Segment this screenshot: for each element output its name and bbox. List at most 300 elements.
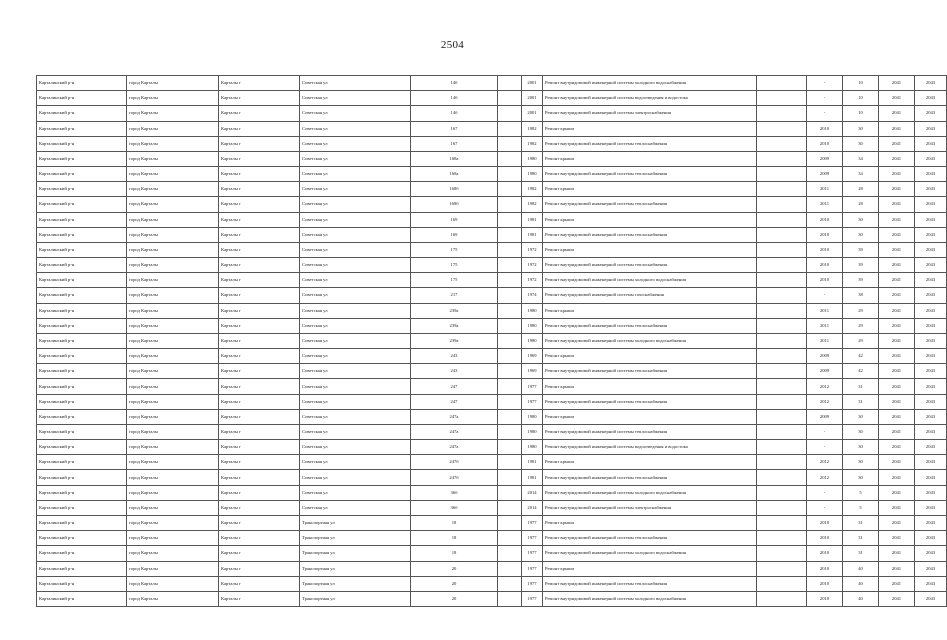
cell-city: Карталы г <box>219 364 300 379</box>
cell-last-year: 2010 <box>807 515 843 530</box>
cell-street: Транспортная ул <box>300 515 411 530</box>
cell-plan-from: 2041 <box>879 258 915 273</box>
cell-settlement: город Карталы <box>127 333 219 348</box>
cell-work: Ремонт крыши <box>543 212 757 227</box>
cell-plan-from: 2041 <box>879 561 915 576</box>
cell-district: Карталинский р-н <box>37 318 127 333</box>
cell-street: Советская ул <box>300 424 411 439</box>
cell-empty <box>498 273 522 288</box>
cell-plan-to: 2043 <box>915 455 947 470</box>
cell-empty <box>498 136 522 151</box>
cell-empty <box>498 440 522 455</box>
cell-last-year: - <box>807 288 843 303</box>
cell-empty <box>757 500 807 515</box>
cell-street: Транспортная ул <box>300 531 411 546</box>
cell-work: Ремонт внутридомовой инженерной системы холодного водоснабжения <box>543 485 757 500</box>
table-row <box>37 424 947 439</box>
cell-empty <box>757 318 807 333</box>
cell-plan-from: 2041 <box>879 500 915 515</box>
cell-wear: 39 <box>843 242 879 257</box>
cell-district: Карталинский р-н <box>37 182 127 197</box>
cell-house: 168а <box>411 167 498 182</box>
cell-district: Карталинский р-н <box>37 197 127 212</box>
cell-district: Карталинский р-н <box>37 167 127 182</box>
cell-house: 168б <box>411 197 498 212</box>
cell-empty <box>498 455 522 470</box>
cell-plan-to: 2043 <box>915 242 947 257</box>
cell-last-year: 2009 <box>807 349 843 364</box>
cell-built: 1977 <box>522 515 543 530</box>
cell-empty <box>498 151 522 166</box>
cell-house: 247а <box>411 409 498 424</box>
cell-work: Ремонт внутридомовой инженерной системы теплоснабжения <box>543 136 757 151</box>
cell-district: Карталинский р-н <box>37 409 127 424</box>
table-row <box>37 546 947 561</box>
cell-empty <box>498 364 522 379</box>
cell-built: 2014 <box>522 500 543 515</box>
cell-district: Карталинский р-н <box>37 485 127 500</box>
cell-plan-to: 2043 <box>915 485 947 500</box>
cell-work: Ремонт внутридомовой инженерной системы холодного водоснабжения <box>543 76 757 91</box>
cell-empty <box>498 167 522 182</box>
table-row <box>37 212 947 227</box>
cell-built: 1977 <box>522 546 543 561</box>
cell-plan-to: 2043 <box>915 440 947 455</box>
cell-street: Советская ул <box>300 288 411 303</box>
cell-empty <box>757 258 807 273</box>
cell-empty <box>757 349 807 364</box>
table-row <box>37 409 947 424</box>
cell-street: Советская ул <box>300 227 411 242</box>
cell-city: Карталы г <box>219 515 300 530</box>
cell-built: 2001 <box>522 76 543 91</box>
cell-settlement: город Карталы <box>127 167 219 182</box>
cell-empty <box>757 333 807 348</box>
cell-plan-to: 2043 <box>915 576 947 591</box>
cell-plan-from: 2041 <box>879 349 915 364</box>
cell-plan-from: 2041 <box>879 470 915 485</box>
cell-built: 1981 <box>522 212 543 227</box>
table-row <box>37 121 947 136</box>
cell-house: 18 <box>411 531 498 546</box>
cell-last-year: 2009 <box>807 364 843 379</box>
cell-last-year: 2010 <box>807 576 843 591</box>
cell-city: Карталы г <box>219 91 300 106</box>
cell-house: 239а <box>411 318 498 333</box>
cell-house: 18 <box>411 546 498 561</box>
cell-empty <box>498 212 522 227</box>
cell-street: Советская ул <box>300 121 411 136</box>
cell-city: Карталы г <box>219 273 300 288</box>
cell-empty <box>757 546 807 561</box>
cell-street: Советская ул <box>300 182 411 197</box>
cell-wear: 40 <box>843 561 879 576</box>
cell-last-year: 2010 <box>807 258 843 273</box>
cell-wear: 40 <box>843 576 879 591</box>
cell-empty <box>757 485 807 500</box>
cell-wear: 30 <box>843 424 879 439</box>
cell-district: Карталинский р-н <box>37 303 127 318</box>
cell-empty <box>757 364 807 379</box>
cell-empty <box>757 303 807 318</box>
cell-house: 20 <box>411 576 498 591</box>
cell-empty <box>498 470 522 485</box>
cell-work: Ремонт крыши <box>543 379 757 394</box>
cell-plan-from: 2041 <box>879 121 915 136</box>
cell-last-year: 2011 <box>807 318 843 333</box>
cell-wear: 40 <box>843 591 879 606</box>
cell-street: Советская ул <box>300 136 411 151</box>
cell-wear: 31 <box>843 515 879 530</box>
cell-work: Ремонт внутридомовой инженерной системы теплоснабжения <box>543 364 757 379</box>
cell-city: Карталы г <box>219 227 300 242</box>
cell-empty <box>498 591 522 606</box>
cell-settlement: город Карталы <box>127 227 219 242</box>
table-row <box>37 227 947 242</box>
cell-empty <box>498 424 522 439</box>
cell-built: 1972 <box>522 273 543 288</box>
cell-work: Ремонт внутридомовой инженерной системы теплоснабжения <box>543 318 757 333</box>
cell-plan-to: 2043 <box>915 349 947 364</box>
cell-built: 2001 <box>522 106 543 121</box>
cell-work: Ремонт крыши <box>543 409 757 424</box>
cell-plan-to: 2043 <box>915 288 947 303</box>
cell-city: Карталы г <box>219 500 300 515</box>
cell-work: Ремонт внутридомовой инженерной системы электроснабжения <box>543 106 757 121</box>
cell-settlement: город Карталы <box>127 409 219 424</box>
cell-wear: 30 <box>843 212 879 227</box>
cell-work: Ремонт крыши <box>543 455 757 470</box>
cell-last-year: 2012 <box>807 455 843 470</box>
cell-city: Карталы г <box>219 303 300 318</box>
cell-empty <box>498 197 522 212</box>
cell-plan-to: 2043 <box>915 424 947 439</box>
cell-city: Карталы г <box>219 409 300 424</box>
cell-work: Ремонт внутридомовой инженерной системы теплоснабжения <box>543 394 757 409</box>
cell-house: 18 <box>411 515 498 530</box>
cell-wear: 29 <box>843 333 879 348</box>
cell-plan-from: 2041 <box>879 531 915 546</box>
cell-city: Карталы г <box>219 424 300 439</box>
cell-settlement: город Карталы <box>127 91 219 106</box>
cell-built: 1980 <box>522 409 543 424</box>
cell-empty <box>498 349 522 364</box>
cell-empty <box>757 409 807 424</box>
cell-empty <box>757 136 807 151</box>
cell-house: 247б <box>411 470 498 485</box>
cell-settlement: город Карталы <box>127 485 219 500</box>
cell-wear: 30 <box>843 455 879 470</box>
cell-work: Ремонт крыши <box>543 151 757 166</box>
cell-empty <box>757 561 807 576</box>
cell-settlement: город Карталы <box>127 576 219 591</box>
cell-wear: 28 <box>843 197 879 212</box>
cell-plan-from: 2041 <box>879 242 915 257</box>
cell-house: 167 <box>411 121 498 136</box>
cell-last-year: 2009 <box>807 409 843 424</box>
cell-last-year: 2012 <box>807 394 843 409</box>
cell-plan-to: 2043 <box>915 167 947 182</box>
cell-plan-to: 2043 <box>915 470 947 485</box>
cell-settlement: город Карталы <box>127 273 219 288</box>
cell-plan-from: 2041 <box>879 379 915 394</box>
cell-city: Карталы г <box>219 531 300 546</box>
cell-settlement: город Карталы <box>127 106 219 121</box>
cell-built: 1981 <box>522 227 543 242</box>
cell-plan-to: 2043 <box>915 273 947 288</box>
cell-last-year: 2010 <box>807 273 843 288</box>
cell-district: Карталинский р-н <box>37 546 127 561</box>
cell-empty <box>498 303 522 318</box>
cell-settlement: город Карталы <box>127 212 219 227</box>
cell-street: Советская ул <box>300 167 411 182</box>
cell-empty <box>757 121 807 136</box>
cell-plan-to: 2043 <box>915 197 947 212</box>
cell-district: Карталинский р-н <box>37 561 127 576</box>
cell-empty <box>498 91 522 106</box>
cell-plan-from: 2041 <box>879 364 915 379</box>
cell-settlement: город Карталы <box>127 500 219 515</box>
cell-work: Ремонт внутридомовой инженерной системы холодного водоснабжения <box>543 546 757 561</box>
cell-street: Советская ул <box>300 151 411 166</box>
cell-plan-to: 2043 <box>915 515 947 530</box>
cell-plan-from: 2041 <box>879 440 915 455</box>
cell-last-year: - <box>807 500 843 515</box>
cell-empty <box>498 227 522 242</box>
cell-city: Карталы г <box>219 258 300 273</box>
cell-last-year: 2009 <box>807 167 843 182</box>
cell-settlement: город Карталы <box>127 470 219 485</box>
cell-last-year: 2011 <box>807 197 843 212</box>
cell-last-year: - <box>807 440 843 455</box>
cell-built: 1980 <box>522 303 543 318</box>
cell-last-year: 2010 <box>807 531 843 546</box>
cell-last-year: - <box>807 91 843 106</box>
cell-settlement: город Карталы <box>127 349 219 364</box>
cell-plan-to: 2043 <box>915 531 947 546</box>
cell-street: Советская ул <box>300 440 411 455</box>
cell-empty <box>757 273 807 288</box>
cell-empty <box>757 394 807 409</box>
cell-settlement: город Карталы <box>127 182 219 197</box>
cell-district: Карталинский р-н <box>37 440 127 455</box>
cell-street: Советская ул <box>300 349 411 364</box>
cell-city: Карталы г <box>219 76 300 91</box>
cell-plan-to: 2043 <box>915 318 947 333</box>
cell-work: Ремонт внутридомовой инженерной системы теплоснабжения <box>543 424 757 439</box>
cell-plan-to: 2043 <box>915 76 947 91</box>
cell-plan-from: 2041 <box>879 212 915 227</box>
cell-built: 1980 <box>522 318 543 333</box>
cell-empty <box>498 515 522 530</box>
table-row <box>37 591 947 606</box>
cell-empty <box>498 561 522 576</box>
cell-work: Ремонт внутридомовой инженерной системы теплоснабжения <box>543 531 757 546</box>
cell-built: 1980 <box>522 440 543 455</box>
cell-district: Карталинский р-н <box>37 333 127 348</box>
cell-house: 247а <box>411 424 498 439</box>
cell-wear: 39 <box>843 258 879 273</box>
cell-wear: 10 <box>843 91 879 106</box>
cell-house: 217 <box>411 288 498 303</box>
cell-house: 169 <box>411 227 498 242</box>
cell-house: 14б <box>411 106 498 121</box>
cell-empty <box>498 318 522 333</box>
cell-empty <box>757 440 807 455</box>
cell-city: Карталы г <box>219 167 300 182</box>
cell-built: 1982 <box>522 197 543 212</box>
cell-plan-from: 2041 <box>879 303 915 318</box>
cell-district: Карталинский р-н <box>37 379 127 394</box>
cell-district: Карталинский р-н <box>37 212 127 227</box>
cell-district: Карталинский р-н <box>37 394 127 409</box>
cell-house: 175 <box>411 258 498 273</box>
cell-settlement: город Карталы <box>127 379 219 394</box>
table-row <box>37 76 947 91</box>
cell-house: 14б <box>411 91 498 106</box>
cell-plan-to: 2043 <box>915 136 947 151</box>
repair-schedule-table <box>36 75 947 607</box>
cell-empty <box>757 182 807 197</box>
cell-city: Карталы г <box>219 455 300 470</box>
cell-empty <box>498 576 522 591</box>
cell-built: 1974 <box>522 288 543 303</box>
cell-district: Карталинский р-н <box>37 455 127 470</box>
cell-street: Советская ул <box>300 197 411 212</box>
cell-district: Карталинский р-н <box>37 470 127 485</box>
cell-street: Советская ул <box>300 470 411 485</box>
cell-work: Ремонт крыши <box>543 182 757 197</box>
cell-settlement: город Карталы <box>127 394 219 409</box>
cell-city: Карталы г <box>219 151 300 166</box>
cell-work: Ремонт внутридомовой инженерной системы холодного водоснабжения <box>543 333 757 348</box>
cell-house: 243 <box>411 349 498 364</box>
cell-wear: 30 <box>843 409 879 424</box>
cell-wear: 42 <box>843 364 879 379</box>
cell-district: Карталинский р-н <box>37 576 127 591</box>
cell-empty <box>757 242 807 257</box>
cell-work: Ремонт внутридомовой инженерной системы теплоснабжения <box>543 167 757 182</box>
cell-wear: 34 <box>843 151 879 166</box>
cell-district: Карталинский р-н <box>37 242 127 257</box>
cell-empty <box>498 76 522 91</box>
cell-settlement: город Карталы <box>127 318 219 333</box>
cell-empty <box>757 591 807 606</box>
table-row <box>37 485 947 500</box>
cell-work: Ремонт внутридомовой инженерной системы теплоснабжения <box>543 470 757 485</box>
cell-city: Карталы г <box>219 197 300 212</box>
cell-wear: 30 <box>843 227 879 242</box>
cell-plan-from: 2041 <box>879 136 915 151</box>
cell-district: Карталинский р-н <box>37 288 127 303</box>
cell-settlement: город Карталы <box>127 242 219 257</box>
cell-work: Ремонт внутридомовой инженерной системы газоснабжения <box>543 288 757 303</box>
table-row <box>37 197 947 212</box>
cell-house: 247б <box>411 455 498 470</box>
cell-wear: 30 <box>843 440 879 455</box>
cell-empty <box>498 106 522 121</box>
cell-built: 1982 <box>522 136 543 151</box>
cell-plan-from: 2041 <box>879 485 915 500</box>
cell-wear: 29 <box>843 318 879 333</box>
cell-wear: 30 <box>843 121 879 136</box>
cell-street: Советская ул <box>300 91 411 106</box>
cell-built: 2014 <box>522 485 543 500</box>
cell-built: 1972 <box>522 242 543 257</box>
cell-plan-to: 2043 <box>915 394 947 409</box>
table-row <box>37 500 947 515</box>
cell-plan-from: 2041 <box>879 546 915 561</box>
cell-city: Карталы г <box>219 136 300 151</box>
cell-wear: 31 <box>843 531 879 546</box>
cell-house: 247 <box>411 379 498 394</box>
cell-plan-to: 2043 <box>915 561 947 576</box>
cell-built: 1980 <box>522 151 543 166</box>
table-row <box>37 379 947 394</box>
table-row <box>37 576 947 591</box>
cell-built: 1977 <box>522 591 543 606</box>
cell-empty <box>757 470 807 485</box>
cell-work: Ремонт внутридомовой инженерной системы электроснабжения <box>543 500 757 515</box>
cell-street: Транспортная ул <box>300 561 411 576</box>
cell-house: 167 <box>411 136 498 151</box>
cell-empty <box>757 455 807 470</box>
table-row <box>37 531 947 546</box>
cell-plan-from: 2041 <box>879 76 915 91</box>
cell-plan-from: 2041 <box>879 409 915 424</box>
cell-district: Карталинский р-н <box>37 121 127 136</box>
cell-last-year: 2011 <box>807 333 843 348</box>
cell-last-year: 2010 <box>807 136 843 151</box>
cell-empty <box>757 197 807 212</box>
cell-city: Карталы г <box>219 591 300 606</box>
cell-house: 169 <box>411 212 498 227</box>
table-row <box>37 273 947 288</box>
cell-last-year: 2011 <box>807 303 843 318</box>
cell-built: 1977 <box>522 394 543 409</box>
cell-built: 1980 <box>522 424 543 439</box>
cell-house: 239а <box>411 303 498 318</box>
cell-settlement: город Карталы <box>127 455 219 470</box>
cell-empty <box>757 379 807 394</box>
cell-empty <box>498 409 522 424</box>
cell-work: Ремонт крыши <box>543 349 757 364</box>
cell-wear: 10 <box>843 106 879 121</box>
cell-plan-to: 2043 <box>915 379 947 394</box>
cell-plan-from: 2041 <box>879 318 915 333</box>
cell-house: 14б <box>411 76 498 91</box>
cell-plan-to: 2043 <box>915 364 947 379</box>
cell-plan-to: 2043 <box>915 106 947 121</box>
cell-city: Карталы г <box>219 212 300 227</box>
cell-work: Ремонт внутридомовой инженерной системы теплоснабжения <box>543 227 757 242</box>
cell-district: Карталинский р-н <box>37 91 127 106</box>
cell-city: Карталы г <box>219 318 300 333</box>
cell-empty <box>498 485 522 500</box>
cell-plan-from: 2041 <box>879 91 915 106</box>
table-row <box>37 440 947 455</box>
cell-wear: 31 <box>843 546 879 561</box>
cell-settlement: город Карталы <box>127 151 219 166</box>
cell-last-year: - <box>807 106 843 121</box>
cell-street: Советская ул <box>300 500 411 515</box>
cell-district: Карталинский р-н <box>37 515 127 530</box>
cell-city: Карталы г <box>219 576 300 591</box>
table-row <box>37 258 947 273</box>
cell-street: Советская ул <box>300 76 411 91</box>
table-row <box>37 470 947 485</box>
cell-district: Карталинский р-н <box>37 258 127 273</box>
